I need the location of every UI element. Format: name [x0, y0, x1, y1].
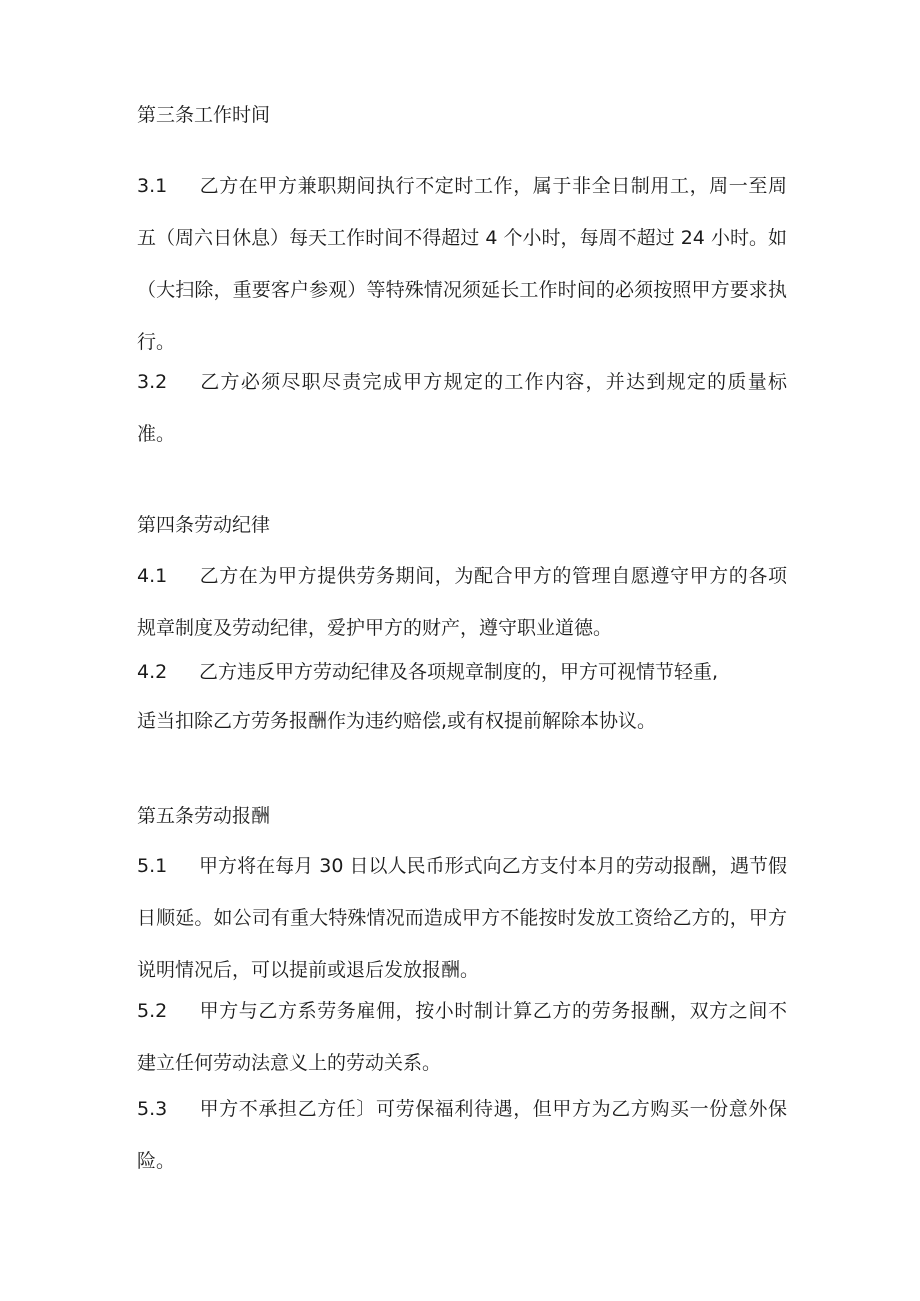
clause-number: 3.2: [137, 371, 168, 393]
clause-5-3: [137, 1083, 787, 1187]
clause-number: 5.3: [137, 1098, 168, 1120]
clause-text: 甲方不承担乙方任〕可劳保福利待遇，但甲方为乙方购买一份意外保险。: [137, 1098, 787, 1172]
clause-4-2: [137, 659, 718, 685]
section-title-4: 第四条劳动纪律: [137, 514, 271, 536]
clause-number: 4.2: [137, 661, 168, 683]
clause-4-1: [137, 550, 787, 654]
section-title-5: 第五条劳动报酬: [137, 805, 271, 827]
clause-5-2: [137, 985, 787, 1089]
clause-text: 乙方必须尽职尽责完成甲方规定的工作内容，并达到规定的质量标准。: [137, 371, 787, 445]
clause-number: 4.1: [137, 565, 168, 587]
clause-3-2: [137, 356, 787, 460]
clause-text: 乙方在甲方兼职期间执行不定时工作，属于非全日制用工，周一至周五（周六日休息）每天工作时间不得超过 4 个小时，每周不超过 24 小时。如（大扫除，重要客户参观）等特殊情况须延长工作时间的必须按照甲方要求执行。: [137, 175, 787, 353]
clause-text: 甲方将在每月 30 日以人民币形式向乙方支付本月的劳动报酬，遇节假日顺延。如公司有重大特殊情况而造成甲方不能按时发放工资给乙方的，甲方说明情况后，可以提前或退后发放报酬。: [137, 855, 787, 981]
section-title-3: 第三条工作时间: [137, 104, 271, 126]
clause-3-1: [137, 160, 787, 368]
clause-text: 乙方违反甲方劳动纪律及各项规章制度的，甲方可视情节轻重,: [199, 661, 719, 683]
clause-number: 5.2: [137, 1000, 168, 1022]
clause-4-2-continued: 适当扣除乙方劳务报酬作为违约赔偿,或有权提前解除本协议。: [137, 710, 657, 732]
clause-5-1: [137, 840, 787, 996]
clause-number: 5.1: [137, 855, 168, 877]
clause-text: 甲方与乙方系劳务雇佣，按小时制计算乙方的劳务报酬，双方之间不建立任何劳动法意义上的劳动关系。: [137, 1000, 787, 1074]
clause-number: 3.1: [137, 175, 168, 197]
clause-text: 乙方在为甲方提供劳务期间，为配合甲方的管理自愿遵守甲方的各项规章制度及劳动纪律，爱护甲方的财产，遵守职业道德。: [137, 565, 787, 639]
